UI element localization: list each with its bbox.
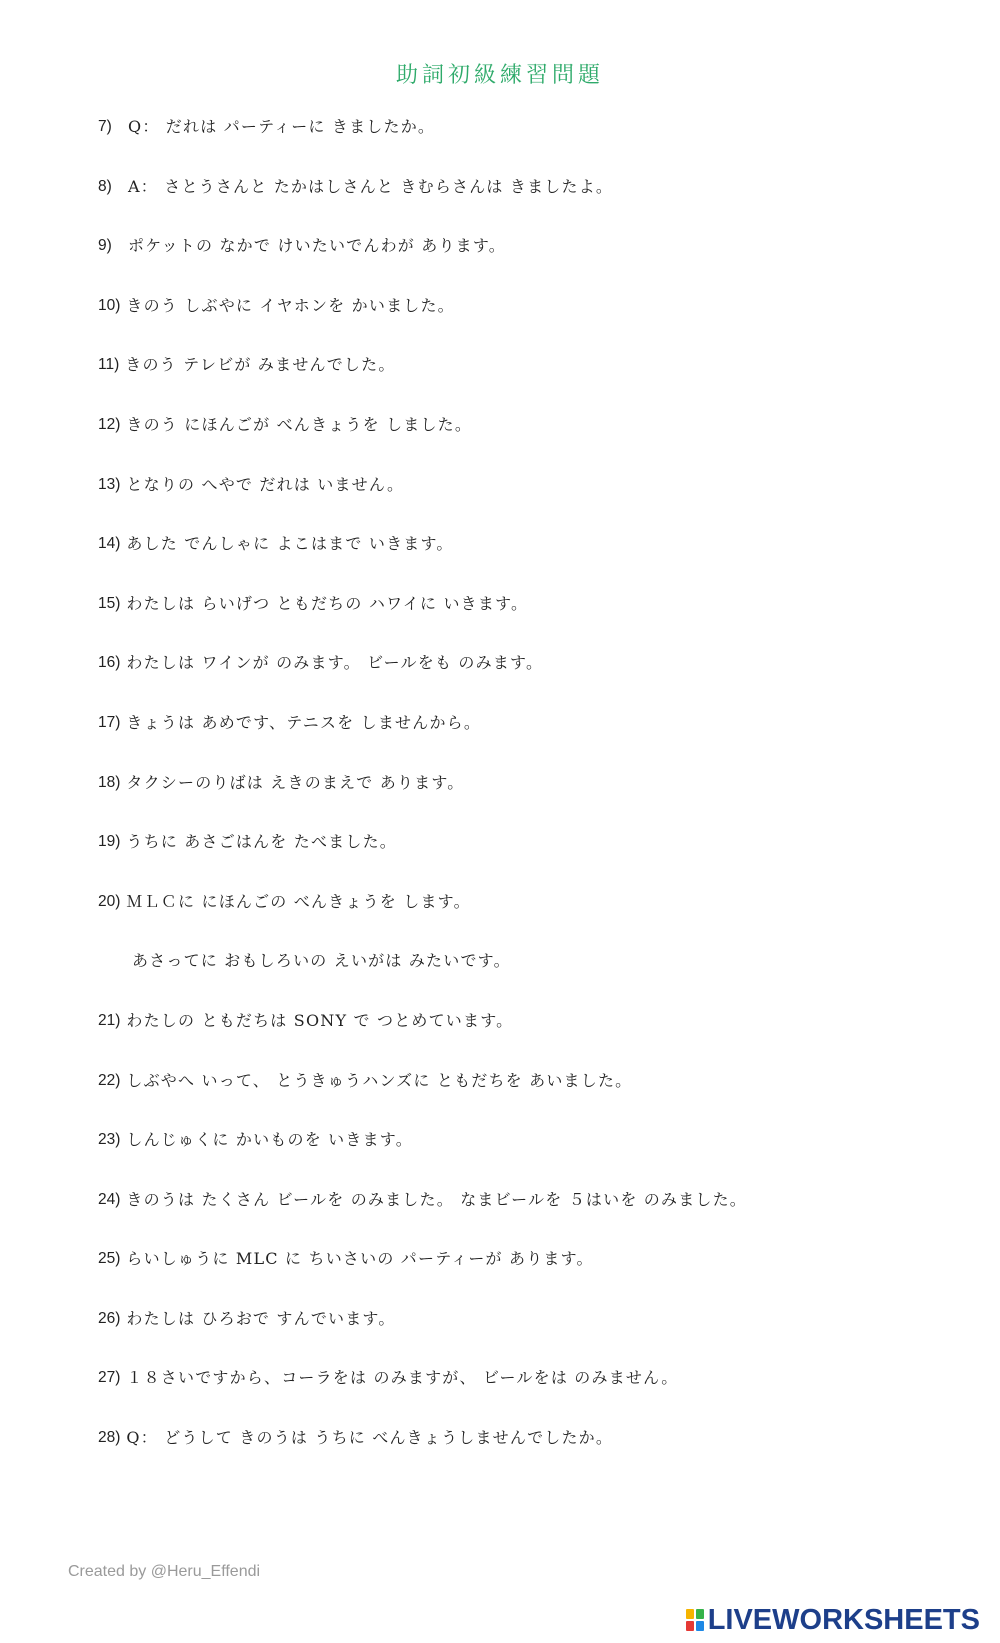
exercise-sentence: となりの へやで だれは いません。 — [126, 474, 405, 494]
exercise-item — [98, 296, 958, 356]
exercise-sentence: きょうは あめです、テニスを しませんから。 — [126, 712, 482, 732]
exercise-item — [98, 951, 958, 1011]
exercise-item — [98, 713, 958, 773]
exercise-number: 10) — [98, 296, 121, 314]
exercise-sentence: わたしは ワインが のみます。 ビールをも のみます。 — [126, 653, 544, 673]
exercise-number: 28) — [98, 1429, 121, 1447]
exercise-item — [98, 653, 958, 713]
exercise-number: 18) — [98, 773, 121, 791]
exercise-sentence: Q： だれは パーティーに きましたか。 — [128, 117, 436, 136]
exercise-number: 21) — [98, 1011, 121, 1029]
exercise-item — [98, 1190, 958, 1250]
liveworksheets-logo-icon — [686, 1609, 704, 1631]
exercise-sentence: １８さいですから、コーラをは のみますが、 ビールをは のみません。 — [126, 1368, 679, 1388]
exercise-number: 9) — [98, 237, 112, 255]
exercise-number: 7) — [98, 118, 112, 135]
creator-credit: Created by @Heru_Effendi — [68, 1563, 261, 1580]
exercise-sentence: きのう にほんごが べんきょうを しました。 — [126, 414, 473, 434]
exercise-sentence: しぶやへ いって、 とうきゅうハンズに ともだちを あいました。 — [126, 1070, 633, 1090]
exercise-number: 15) — [98, 594, 121, 612]
exercise-item — [98, 236, 958, 296]
exercise-list — [98, 117, 958, 1488]
exercise-item — [98, 415, 958, 475]
exercise-number: 24) — [98, 1190, 121, 1208]
exercise-sentence: きのう テレビが みませんでした。 — [125, 355, 396, 375]
exercise-number: 26) — [98, 1309, 121, 1327]
exercise-sentence: しんじゅくに かいものを いきます。 — [126, 1130, 413, 1150]
exercise-sentence: Q： どうして きのうは うちに べんきょうしませんでしたか。 — [126, 1428, 614, 1448]
exercise-item — [98, 534, 958, 594]
exercise-sentence: うちに あさごはんを たべました。 — [126, 832, 397, 852]
exercise-number: 20) — [98, 892, 121, 910]
exercise-sentence: わたしは らいげつ ともだちの ハワイに いきます。 — [126, 593, 529, 613]
exercise-sentence: あした でんしゃに よこはまで いきます。 — [126, 534, 454, 554]
exercise-number: 22) — [98, 1071, 121, 1089]
exercise-number: 27) — [98, 1369, 121, 1387]
exercise-sentence: あさってに おもしろいの えいがは みたいです。 — [132, 951, 511, 971]
exercise-item — [98, 832, 958, 892]
exercise-number: 11) — [98, 356, 120, 374]
exercise-number: 17) — [98, 713, 121, 731]
brand-text: LIVEWORKSHEETS — [707, 1603, 980, 1636]
exercise-sentence: わたしの ともだちは SONY で つとめています。 — [126, 1010, 514, 1030]
exercise-item — [98, 1368, 958, 1428]
page-title: 助詞初級練習問題 — [395, 63, 604, 88]
exercise-number: 12) — [98, 415, 121, 433]
exercise-item — [98, 475, 958, 535]
exercise-item — [98, 177, 958, 237]
exercise-item — [98, 1428, 958, 1488]
exercise-item — [98, 1011, 958, 1071]
exercise-number: 8) — [98, 177, 112, 195]
exercise-number: 14) — [98, 535, 121, 553]
exercise-sentence: きのう しぶやに イヤホンを かいました。 — [126, 295, 455, 315]
exercise-item — [98, 355, 958, 415]
exercise-sentence: わたしは ひろおで すんでいます。 — [126, 1308, 396, 1328]
exercise-item — [98, 117, 958, 177]
exercise-item — [98, 773, 958, 833]
exercise-item — [98, 1249, 958, 1309]
exercise-sentence: タクシーのりばは えきのまえで あります。 — [126, 772, 465, 792]
exercise-item — [98, 892, 958, 952]
exercise-sentence: ポケットの なかで けいたいでんわが あります。 — [128, 236, 506, 256]
exercise-number: 19) — [98, 833, 121, 851]
exercise-number: 16) — [98, 654, 121, 672]
exercise-item — [98, 594, 958, 654]
liveworksheets-brand[interactable] — [686, 1604, 980, 1636]
exercise-sentence: きのうは たくさん ビールを のみました。 なまビールを ５はいを のみました。 — [126, 1189, 748, 1209]
exercise-number: 13) — [98, 475, 121, 493]
exercise-item — [98, 1309, 958, 1369]
exercise-sentence: らいしゅうに MLC に ちいさいの パーティーが あります。 — [126, 1249, 594, 1269]
exercise-sentence: ＭＬＣに にほんごの べんきょうを します。 — [126, 891, 471, 911]
exercise-item — [98, 1130, 958, 1190]
exercise-sentence: A： さとうさんと たかはしさんと きむらさんは きましたよ。 — [128, 176, 614, 196]
exercise-number: 23) — [98, 1131, 121, 1149]
exercise-number: 25) — [98, 1250, 121, 1268]
exercise-item — [98, 1071, 958, 1131]
